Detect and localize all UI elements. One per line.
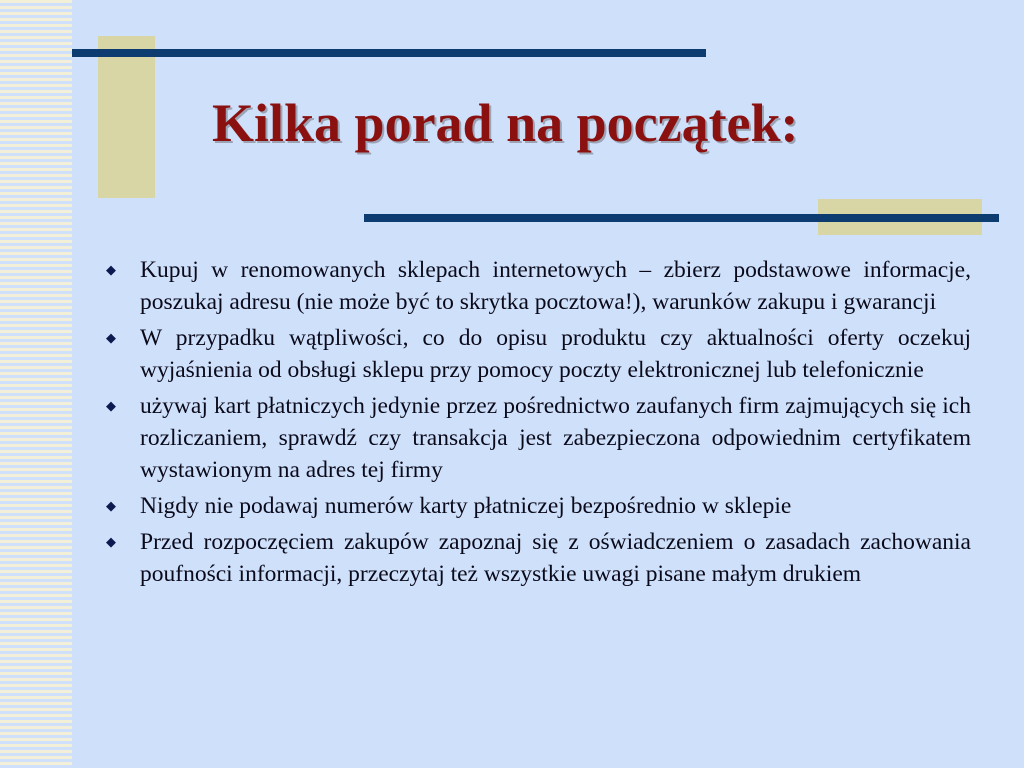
decorative-block-top (98, 36, 155, 198)
bullet-text: Kupuj w renomowanych sklepach internetowych – zbierz podstawowe informacje, poszukaj adresu (nie może być to skrytka pocztowa!), warunków zakupu i gwarancji (140, 257, 971, 315)
decorative-line-top (72, 49, 706, 57)
slide-title: Kilka porad na początek: (212, 93, 799, 153)
bullet-text: Nigdy nie podawaj numerów karty płatniczej bezpośrednio w sklepie (140, 493, 792, 519)
decorative-stripes (0, 0, 72, 768)
bullet-item (104, 390, 971, 486)
bullet-text: Przed rozpoczęciem zakupów zapoznaj się z oświadczeniem o zasadach zachowania poufności informacji, przeczytaj też wszystkie uwagi pisane małym drukiem (140, 529, 971, 587)
bullet-text: używaj kart płatniczych jedynie przez pośrednictwo zaufanych firm zajmujących się ich rozliczaniem, sprawdź czy transakcja jest zabezpieczona odpowiednim certyfikatem wystawionym na adres tej firmy (140, 393, 971, 483)
diamond-icon: ◆ (106, 330, 116, 345)
bullet-item (104, 322, 971, 386)
diamond-icon: ◆ (106, 498, 116, 513)
bullet-text: W przypadku wątpliwości, co do opisu produktu czy aktualności oferty oczekuj wyjaśnienia od obsługi sklepu przy pomocy poczty elektronicznej lub telefonicznie (140, 325, 971, 383)
decorative-line-bottom (364, 214, 999, 222)
diamond-icon: ◆ (106, 398, 116, 413)
diamond-icon: ◆ (106, 262, 116, 277)
diamond-icon: ◆ (106, 534, 116, 549)
bullet-list (104, 254, 971, 594)
bullet-item (104, 254, 971, 318)
bullet-item (104, 526, 971, 590)
bullet-item (104, 490, 971, 522)
